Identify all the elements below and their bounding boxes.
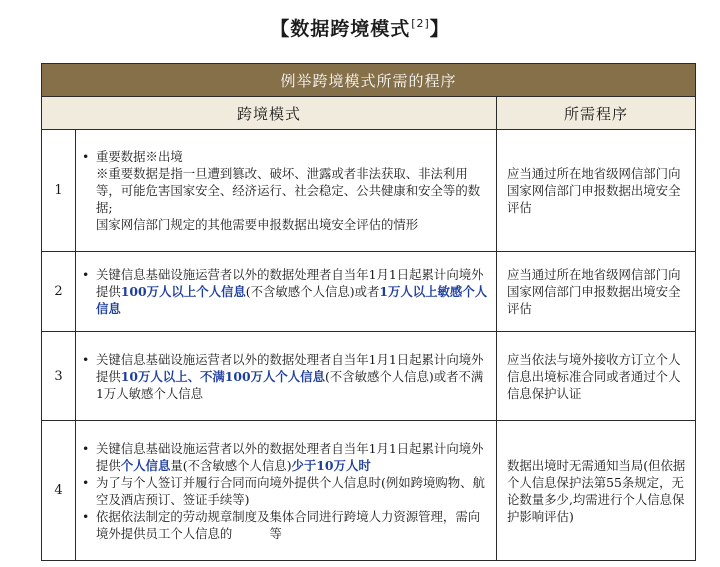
- list-item: • 重要数据※出境 ※重要数据是指一旦遭到篡改、破坏、泄露或者非法获取、非法利用等，可能危害国家安全、经济运行、社会稳定、公共健康和安全等的数据; 国家网信部门规定的其他需要申报数据出境安全评估的情形: [96, 148, 488, 233]
- definition-note: 国家网信部门规定的其他需要申报数据出境安全评估的情形: [96, 217, 419, 232]
- cross-border-mode-table: [41, 63, 696, 561]
- definition-note: ※重要数据是指一旦遭到篡改、破坏、泄露或者非法获取、非法利用等，可能危害国家安全、经济运行、社会稳定、公共健康和安全等的数据;: [96, 166, 481, 215]
- table-row: [42, 332, 696, 421]
- highlight-text: 1万人以上敏感个人信息: [96, 284, 488, 316]
- highlight-text: 10万人以上、不满100万人个人信息: [120, 368, 325, 384]
- list-item: • 关键信息基础设施运营者以外的数据处理者自当年1月1日起累计向境外提供100万人以上个人信息(不含敏感个人信息)或者1万人以上敏感个人信息: [96, 266, 488, 317]
- table-row: [42, 130, 696, 252]
- highlight-text: 100万人以上个人信息: [120, 284, 246, 299]
- table-caption: 例举跨境模式所需的程序: [42, 64, 696, 97]
- mode-cell: [76, 130, 497, 252]
- procedure-cell: 数据出境时无需通知当局(但依据个人信息保护法第55条规定，无论数量多少,均需进行个人信息保护影响评估): [497, 421, 696, 561]
- footnote-ref: [2]: [411, 17, 430, 30]
- mode-cell: [76, 332, 497, 421]
- list-item: • 关键信息基础设施运营者以外的数据处理者自当年1月1日起累计向境外提供个人信息量(不含敏感个人信息)少于10万人时: [96, 440, 488, 474]
- row-number: 2: [42, 252, 76, 332]
- highlight-text: 个人信息: [120, 457, 171, 473]
- mode-cell: [76, 421, 497, 561]
- column-header-procedure: 所需程序: [497, 97, 696, 130]
- list-item: • 关键信息基础设施运营者以外的数据处理者自当年1月1日起累计向境外提供10万人以上、不满100万人个人信息(不含敏感个人信息)或者不满1万人敏感个人信息: [96, 351, 488, 402]
- procedure-cell: 应当依法与境外接收方订立个人信息出境标准合同或者通过个人信息保护认证: [497, 332, 696, 421]
- row-number: 4: [42, 421, 76, 561]
- column-header-mode: 跨境模式: [42, 97, 497, 130]
- table-row: [42, 252, 696, 332]
- mode-cell: [76, 252, 497, 332]
- row-number: 3: [42, 332, 76, 421]
- highlight-text: 少于10万人时: [291, 457, 371, 473]
- table-row: [42, 421, 696, 561]
- list-item: • 依据依法制定的劳动规章制度及集体合同进行跨境人力资源管理，需向境外提供员工个人信息的 等: [96, 508, 488, 542]
- procedure-cell: 应当通过所在地省级网信部门向国家网信部门申报数据出境安全评估: [497, 252, 696, 332]
- row-number: 1: [42, 130, 76, 252]
- list-item: • 为了与个人签订并履行合同而向境外提供个人信息时(例如跨境购物、航空及酒店预订、签证手续等): [96, 474, 488, 508]
- page-title: 【数据跨境模式[2]】: [270, 17, 450, 40]
- procedure-cell: 应当通过所在地省级网信部门向国家网信部门申报数据出境安全评估: [497, 130, 696, 252]
